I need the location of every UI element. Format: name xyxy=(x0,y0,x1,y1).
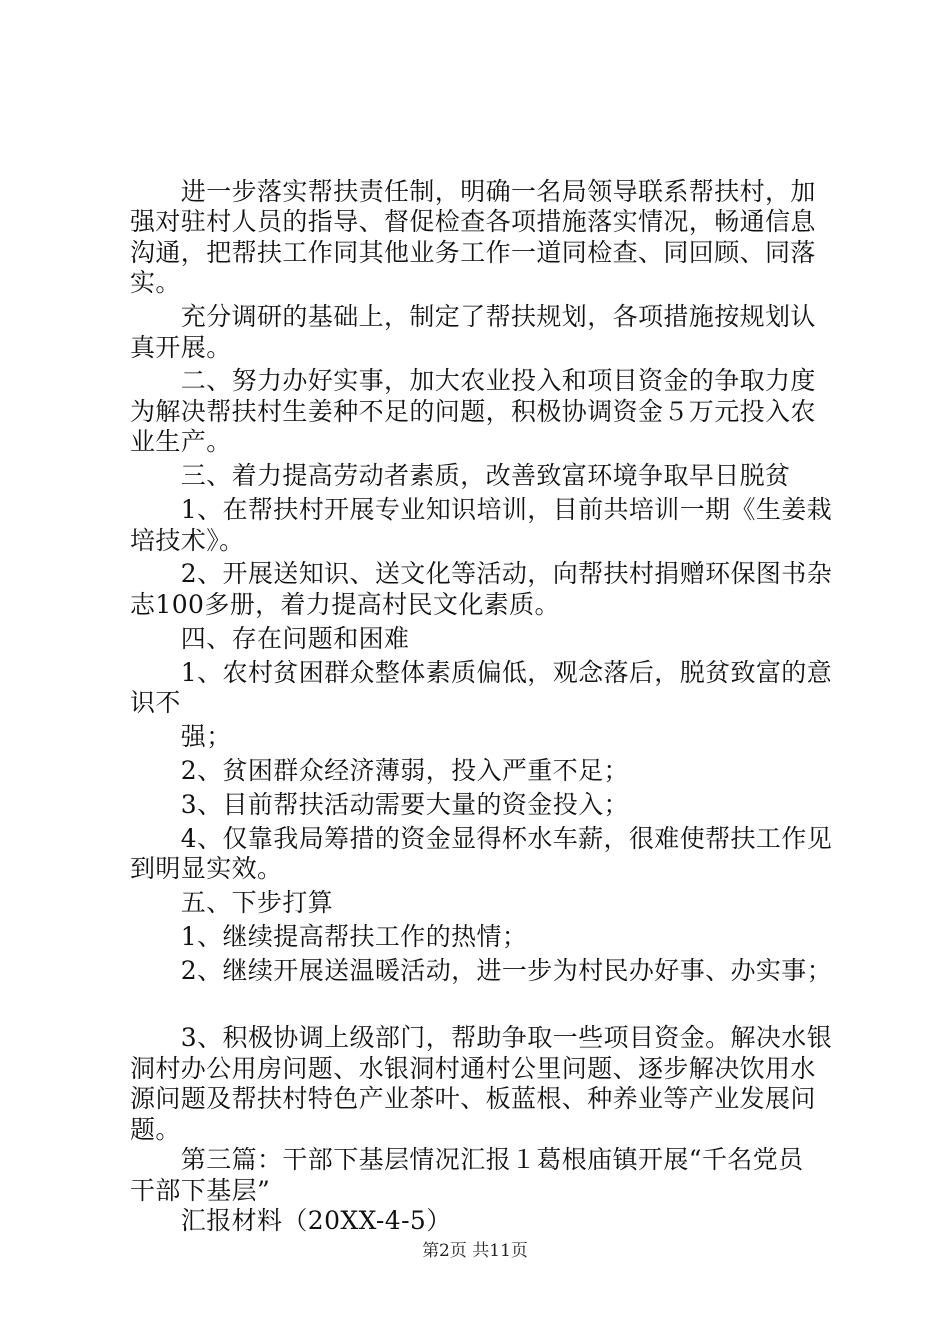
text-line: 1、继续提高帮扶工作的热情； xyxy=(130,922,528,951)
text-line: 第三篇：干部下基层情况汇报１葛根庙镇开展“千名党员 xyxy=(130,1145,804,1174)
text-line: 题。 xyxy=(130,1115,181,1144)
text-line: 3、目前帮扶活动需要大量的资金投入； xyxy=(130,790,629,819)
text-line: 1、农村贫困群众整体素质偏低，观念落后，脱贫致富的意 xyxy=(130,658,833,687)
text-line: 二、努力办好实事，加大农业投入和项目资金的争取力度 xyxy=(130,366,816,395)
text-line: 真开展。 xyxy=(130,333,232,362)
text-line: 到明显实效。 xyxy=(130,854,283,883)
text-line: 志100多册，着力提高村民文化素质。 xyxy=(130,590,560,619)
text-line: 沟通，把帮扶工作同其他业务工作一道同检查、同回顾、同落 xyxy=(130,238,816,267)
text-line: 培技术》。 xyxy=(130,526,245,555)
text-line: 识不 xyxy=(130,688,181,717)
text-line: 充分调研的基础上，制定了帮扶规划，各项措施按规划认 xyxy=(130,302,816,331)
text-line: 五、下步打算 xyxy=(130,888,334,917)
text-line: 三、着力提高劳动者素质，改善致富环境争取早日脱贫 xyxy=(130,461,791,490)
text-line: 2、继续开展送温暖活动，进一步为村民办好事、办实事； xyxy=(130,956,833,985)
page-footer: 第2页 共11页 xyxy=(422,1241,528,1261)
text-line: 洞村办公用房问题、水银洞村通村公里问题、逐步解决饮用水 xyxy=(130,1054,816,1083)
text-line: 2、开展送知识、送文化等活动，向帮扶村捐赠环保图书杂 xyxy=(130,559,833,588)
text-line: 实。 xyxy=(130,268,181,297)
text-line: 强对驻村人员的指导、督促检查各项措施落实情况，畅通信息 xyxy=(130,207,816,236)
text-line: 源问题及帮扶村特色产业茶叶、板蓝根、种养业等产业发展问 xyxy=(130,1084,816,1113)
text-line: 1、在帮扶村开展专业知识培训，目前共培训一期《生姜栽 xyxy=(130,495,833,524)
text-line: 3、积极协调上级部门，帮助争取一些项目资金。解决水银 xyxy=(130,1023,833,1052)
text-line: 4、仅靠我局筹措的资金显得杯水车薪，很难使帮扶工作见 xyxy=(130,824,833,853)
text-line: 为解决帮扶村生姜种不足的问题，积极协调资金５万元投入农 xyxy=(130,397,816,426)
text-line: 汇报材料（20XX-4-5） xyxy=(130,1206,452,1235)
text-line: 2、贫困群众经济薄弱，投入严重不足； xyxy=(130,756,629,785)
text-line: 业生产。 xyxy=(130,427,232,456)
text-line: 进一步落实帮扶责任制，明确一名局领导联系帮扶村，加 xyxy=(130,177,816,206)
text-line: 干部下基层” xyxy=(130,1176,271,1205)
text-line: 四、存在问题和困难 xyxy=(130,624,410,653)
text-line: 强； xyxy=(130,722,232,751)
